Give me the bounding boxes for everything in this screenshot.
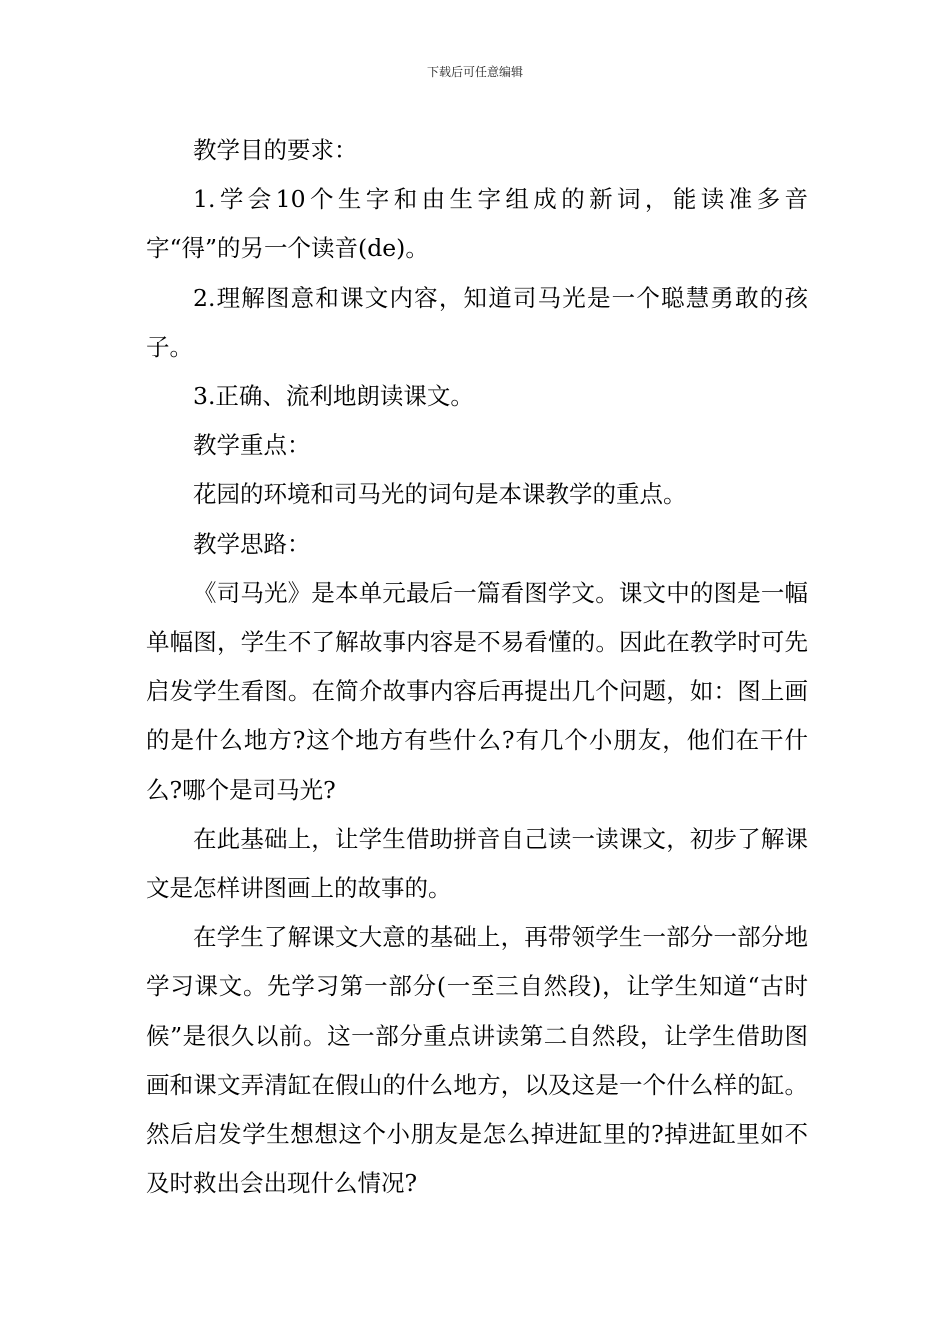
heading-key-points: 教学重点： xyxy=(193,431,311,460)
objective-3: 3.正确、流利地朗读课文。 xyxy=(193,382,474,411)
page-header: 下载后可任意编辑 xyxy=(426,65,523,79)
heading-objectives: 教学目的要求： xyxy=(193,136,358,164)
key-points-text: 花园的环境和司马光的词句是本课教学的重点。 xyxy=(193,480,687,509)
approach-paragraph-3: 在学生了解课文大意的基础上，再带领学生一部分一部分地学习课文。先学习第一部分(一至三自然段)，让学生知道“古时候”是很久以前。这一部分重点讲读第二自然段，让学生借助图画和课文弄清缸在假山的什么地方，以及这是一个什么样的缸。然后启发学生想想这个小朋友是怎么掉进缸里的?掉进缸里如不及时救出会出现什么情况? xyxy=(146,923,808,1198)
document-body xyxy=(146,126,808,1208)
approach-paragraph-1: 《司马光》是本单元最后一篇看图学文。课文中的图是一幅单幅图，学生不了解故事内容是不易看懂的。因此在教学时可先启发学生看图。在简介故事内容后再提出几个问题，如：图上画的是什么地方?这个地方有些什么?有几个小朋友，他们在干什么?哪个是司马光? xyxy=(146,578,808,804)
approach-paragraph-2: 在此基础上，让学生借助拼音自己读一读课文，初步了解课文是怎样讲图画上的故事的。 xyxy=(146,824,808,903)
objective-2: 2.理解图意和课文内容，知道司马光是一个聪慧勇敢的孩子。 xyxy=(146,283,808,361)
heading-teaching-approach: 教学思路： xyxy=(193,529,311,558)
objective-1: 1.学会10个生字和由生字组成的新词，能读准多音字“得”的另一个读音(de)。 xyxy=(146,185,808,263)
